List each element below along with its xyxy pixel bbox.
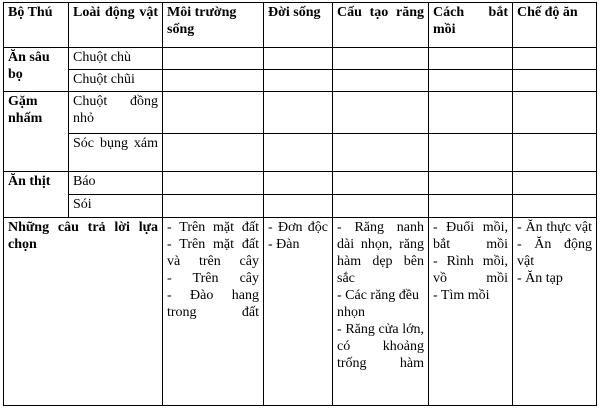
species-cell: Chuột chù — [69, 48, 163, 70]
empty-cell — [429, 195, 513, 218]
empty-cell — [513, 134, 597, 172]
empty-cell — [333, 92, 429, 134]
table-row — [4, 92, 597, 134]
empty-cell — [264, 48, 333, 70]
table-row — [4, 48, 597, 70]
empty-cell — [513, 48, 597, 70]
empty-cell — [163, 70, 264, 92]
empty-cell — [333, 48, 429, 70]
empty-cell — [513, 92, 597, 134]
answers-row — [4, 218, 597, 406]
empty-cell — [429, 48, 513, 70]
animal-classification-table — [3, 2, 597, 406]
species-cell: Báo — [69, 172, 163, 195]
answers-life: - Đơn độc - Đàn — [264, 218, 333, 406]
answers-habitat: - Trên mặt đất - Trên mặt đất và trên cây - Trên cây - Đào hang trong đất — [163, 218, 264, 406]
group-rodent: Gặm nhấm — [4, 92, 69, 172]
header-life: Đời sống — [264, 3, 333, 48]
species-cell: Sói — [69, 195, 163, 218]
species-cell: Chuột đồng nhỏ — [69, 92, 163, 134]
empty-cell — [264, 70, 333, 92]
header-hunting: Cách bắt mồi — [429, 3, 513, 48]
answers-label: Những câu trả lời lựa chọn — [4, 218, 163, 406]
empty-cell — [513, 172, 597, 195]
group-insectivore: Ăn sâu bọ — [4, 48, 69, 92]
table-row — [4, 70, 597, 92]
empty-cell — [333, 195, 429, 218]
answers-diet: - Ăn thực vật - Ăn động vật - Ăn tạp — [513, 218, 597, 406]
header-order: Bộ Thú — [4, 3, 69, 48]
table-row — [4, 172, 597, 195]
table-row — [4, 195, 597, 218]
empty-cell — [264, 195, 333, 218]
empty-cell — [264, 134, 333, 172]
empty-cell — [163, 92, 264, 134]
empty-cell — [513, 195, 597, 218]
group-carnivore: Ăn thịt — [4, 172, 69, 218]
empty-cell — [333, 134, 429, 172]
empty-cell — [163, 195, 264, 218]
empty-cell — [163, 48, 264, 70]
species-cell: Sóc bụng xám — [69, 134, 163, 172]
header-row — [4, 3, 597, 48]
empty-cell — [429, 92, 513, 134]
empty-cell — [163, 134, 264, 172]
header-diet: Chế độ ăn — [513, 3, 597, 48]
empty-cell — [264, 92, 333, 134]
empty-cell — [163, 172, 264, 195]
species-cell: Chuột chũi — [69, 70, 163, 92]
answers-hunting: - Đuổi mồi, bắt mồi - Rình mồi, vồ mồi - Tìm mồi — [429, 218, 513, 406]
empty-cell — [513, 70, 597, 92]
header-habitat: Môi trường sống — [163, 3, 264, 48]
empty-cell — [429, 172, 513, 195]
table-row — [4, 134, 597, 172]
empty-cell — [333, 70, 429, 92]
empty-cell — [429, 70, 513, 92]
empty-cell — [429, 134, 513, 172]
empty-cell — [333, 172, 429, 195]
header-teeth: Cấu tạo răng — [333, 3, 429, 48]
answers-teeth: - Răng nanh dài nhọn, răng hàm dẹp bên sắc - Các răng đều nhọn - Răng cửa lớn, có khoảng trống hàm — [333, 218, 429, 406]
empty-cell — [264, 172, 333, 195]
header-species: Loài động vật — [69, 3, 163, 48]
